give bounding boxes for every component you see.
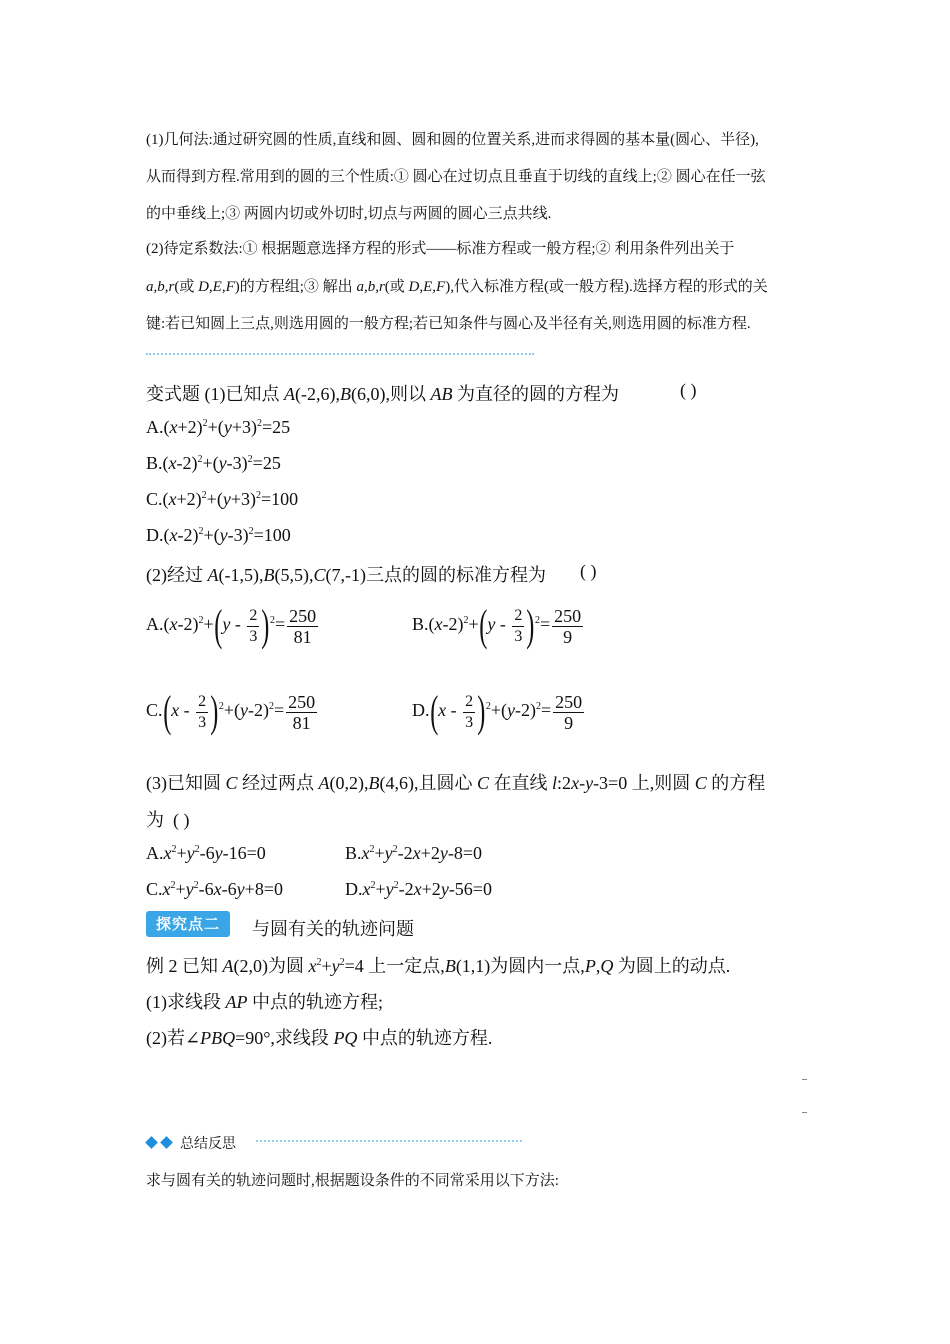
answer-blank: ( )	[580, 561, 597, 581]
margin-mark	[802, 1079, 807, 1080]
method-note-line: (2)待定系数法:① 根据题意选择方程的形式——标准方程或一般方程;② 利用条件列出关于	[146, 241, 735, 257]
method-note-line: 的中垂线上;③ 两圆内切或外切时,切点与两圆的圆心三点共线.	[146, 206, 552, 222]
option-b: $B.(x-2)^2+(y-3)^2=25$	[146, 453, 281, 473]
option-a: $A.x^2+y^2-6y-16=0$	[146, 843, 266, 863]
example-2-sub1: (1)求线段 AP 中点的轨迹方程;	[146, 992, 384, 1012]
option-d: D.(x - $\frac{2}{3}$ )$^2+(y-2)^2=$ $\frac{250}{9}$	[412, 687, 583, 736]
option-b: $B.(x-2)^2+(y$ - $\frac{2}{3}$ )$^2$= $\frac{250}{9}$	[412, 601, 582, 650]
diamond-icon	[160, 1136, 173, 1149]
section-badge: 探究点二	[146, 911, 230, 937]
option-b: $B.x^2+y^2-2x+2y-8=0$	[345, 843, 482, 863]
option-d: $D.x^2+y^2-2x+2y-56=0$	[345, 879, 492, 899]
option-a: $A.(x+2)^2+(y+3)^2=25$	[146, 417, 291, 437]
diamond-icon	[145, 1136, 158, 1149]
question-3-stem: (3)已知圆 C 经过两点 A(0,2),B(4,6),且圆心 C 在直线 l:2x-y-3=0 上,则圆 C 的方程	[146, 773, 766, 793]
method-note-line: a,b,r(或 D,E,F)的方程组;③ 解出 a,b,r(或 D,E,F),代入标准方程(或一般方程).选择方程的形式的关	[146, 279, 768, 295]
question-2-stem: (2)经过 A(-1,5),B(5,5),C(7,-1)三点的圆的标准方程为	[146, 565, 546, 585]
option-c: $C.(x+2)^2+(y+3)^2=100$	[146, 489, 299, 509]
option-d: $D.(x-2)^2+(y-3)^2=100$	[146, 525, 291, 545]
question-1-stem: 变式题 (1)已知点 A(-2,6),B(6,0),则以 AB 为直径的圆的方程为	[146, 384, 619, 404]
method-note-line: (1)几何法:通过研究圆的性质,直线和圆、圆和圆的位置关系,进而求得圆的基本量(圆心、半径),	[146, 132, 759, 148]
section-title: 与圆有关的轨迹问题	[252, 919, 414, 939]
question-3-stem-cont: 为 ( )	[146, 810, 190, 830]
method-note-line: 键:若已知圆上三点,则选用圆的一般方程;若已知条件与圆心及半径有关,则选用圆的标准方程.	[146, 316, 751, 332]
method-note-line: 从而得到方程.常用到的圆的三个性质:① 圆心在过切点且垂直于切线的直线上;② 圆心在任一弦	[146, 169, 766, 185]
answer-blank: ( )	[680, 380, 697, 400]
summary-text: 求与圆有关的轨迹问题时,根据题设条件的不同常采用以下方法:	[146, 1173, 559, 1189]
summary-heading: 总结反思	[180, 1136, 236, 1152]
margin-mark	[802, 1112, 807, 1113]
option-c: $C.x^2+y^2-6x-6y+8=0$	[146, 879, 283, 899]
example-2-stem: 例 2 已知 A(2,0)为圆 $x^2+y^2=4$ 上一定点,B(1,1)为圆内一点,P,Q 为圆上的动点.	[146, 956, 731, 976]
example-2-sub2: (2)若∠PBQ=90°,求线段 PQ 中点的轨迹方程.	[146, 1028, 493, 1048]
dotted-divider	[256, 1140, 522, 1142]
dotted-divider	[146, 353, 534, 355]
option-c: C.(x - $\frac{2}{3}$ )$^2+(y-2)^2=$ $\frac{250}{81}$	[146, 687, 316, 736]
option-a: $A.(x-2)^2+(y$ - $\frac{2}{3}$ )$^2$= $\frac{250}{81}$	[146, 601, 317, 650]
